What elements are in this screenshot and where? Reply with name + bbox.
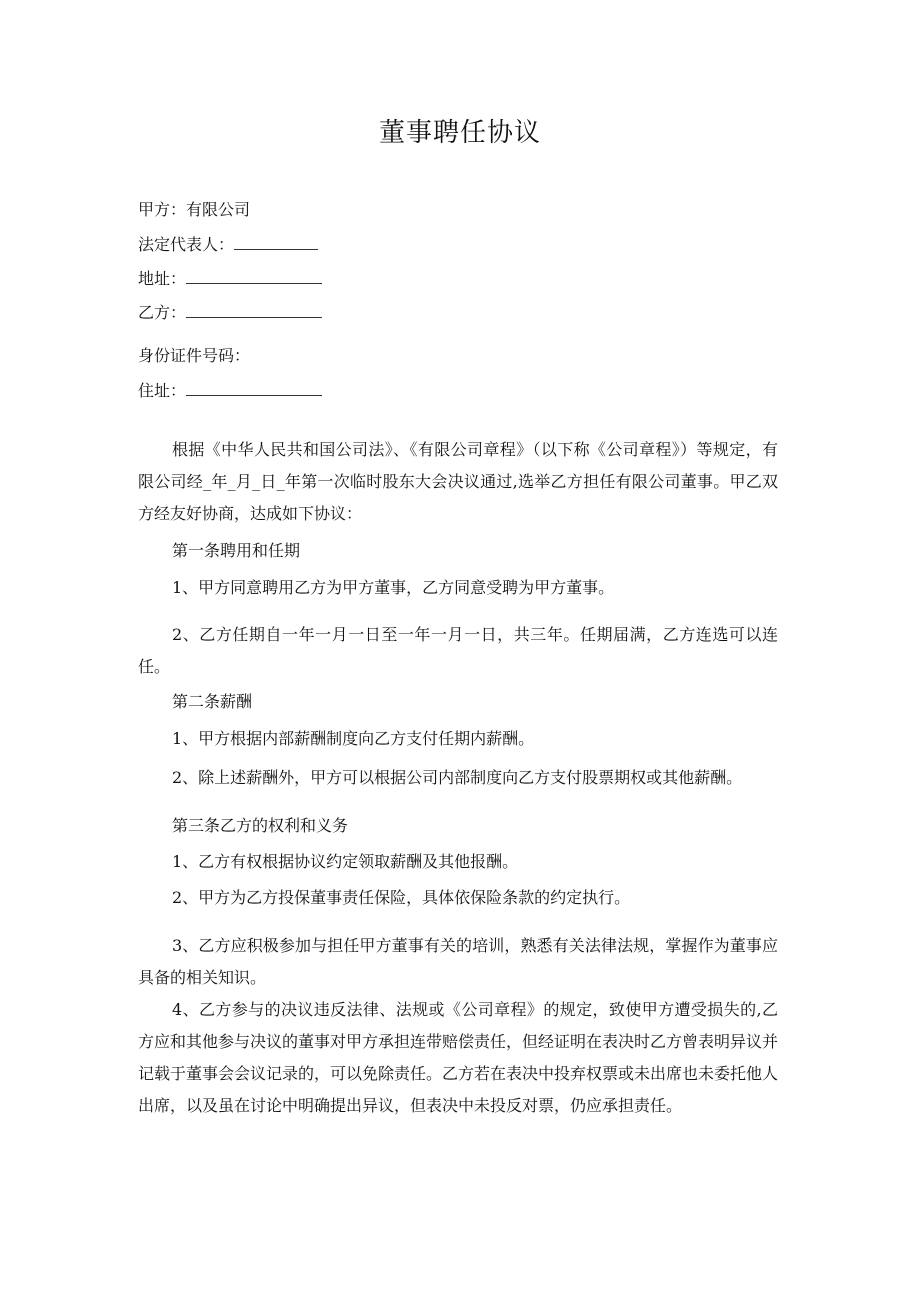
legal-rep-blank xyxy=(234,233,318,250)
article-3-clause-3: 3、乙方应积极参加与担任甲方董事有关的培训，熟悉有关法律法规，掌握作为董事应具备的相关知识。 xyxy=(138,936,778,987)
residence-line xyxy=(138,379,322,402)
legal-rep-label: 法定代表人： xyxy=(138,235,235,254)
article-3-heading: 第三条乙方的权利和义务 xyxy=(172,816,349,835)
party-b-line xyxy=(138,301,322,324)
document-title: 董事聘任协议 xyxy=(378,118,541,148)
preamble-paragraph: 根据《中华人民共和国公司法》、《有限公司章程》（以下称《公司章程》）等规定，有限公司经_年_月_日_年第一次临时股东大会决议通过,选举乙方担任有限公司董事。甲乙双方经友好协商，达成如下协议： xyxy=(138,440,778,523)
party-a-text: 甲方：有限公司 xyxy=(138,200,251,219)
address-blank xyxy=(186,267,322,284)
residence-blank xyxy=(186,379,322,396)
article-1-clause-1: 1、甲方同意聘用乙方为甲方董事，乙方同意受聘为甲方董事。 xyxy=(172,578,615,597)
article-3-clause-4: 4、乙方参与的决议违反法律、法规或《公司章程》的规定，致使甲方遭受损失的,乙方应和其他参与决议的董事对甲方承担连带赔偿责任，但经证明在表决时乙方曾表明异议并记载于董事会会议记录的，可以免除责任。乙方若在表决中投弃权票或未出席也未委托他人出席，以及虽在讨论中明确提出异议，但表决中未投反对票，仍应承担责任。 xyxy=(138,1000,779,1115)
id-label: 身份证件号码： xyxy=(138,346,251,365)
id-line xyxy=(138,345,250,367)
address-line xyxy=(138,267,322,290)
article-2-heading: 第二条薪酬 xyxy=(172,692,253,711)
address-label: 地址： xyxy=(138,269,187,288)
party-b-blank xyxy=(186,301,322,318)
residence-label: 住址： xyxy=(138,381,187,400)
article-2-clause-2: 2、除上述薪酬外，甲方可以根据公司内部制度向乙方支付股票期权或其他薪酬。 xyxy=(172,768,743,787)
party-a-line xyxy=(138,199,250,221)
article-1-clause-2: 2、乙方任期自一年一月一日至一年一月一日，共三年。任期届满，乙方连选可以连任。 xyxy=(138,625,778,676)
article-3-clause-1: 1、乙方有权根据协议约定领取薪酬及其他报酬。 xyxy=(172,852,519,871)
article-3-clause-2: 2、甲方为乙方投保董事责任保险，具体依保险条款的约定执行。 xyxy=(172,888,631,907)
article-2-clause-1: 1、甲方根据内部薪酬制度向乙方支付任期内薪酬。 xyxy=(172,729,535,748)
article-1-heading: 第一条聘用和任期 xyxy=(172,541,301,560)
party-b-label: 乙方： xyxy=(138,303,187,322)
legal-rep-line xyxy=(138,233,318,256)
